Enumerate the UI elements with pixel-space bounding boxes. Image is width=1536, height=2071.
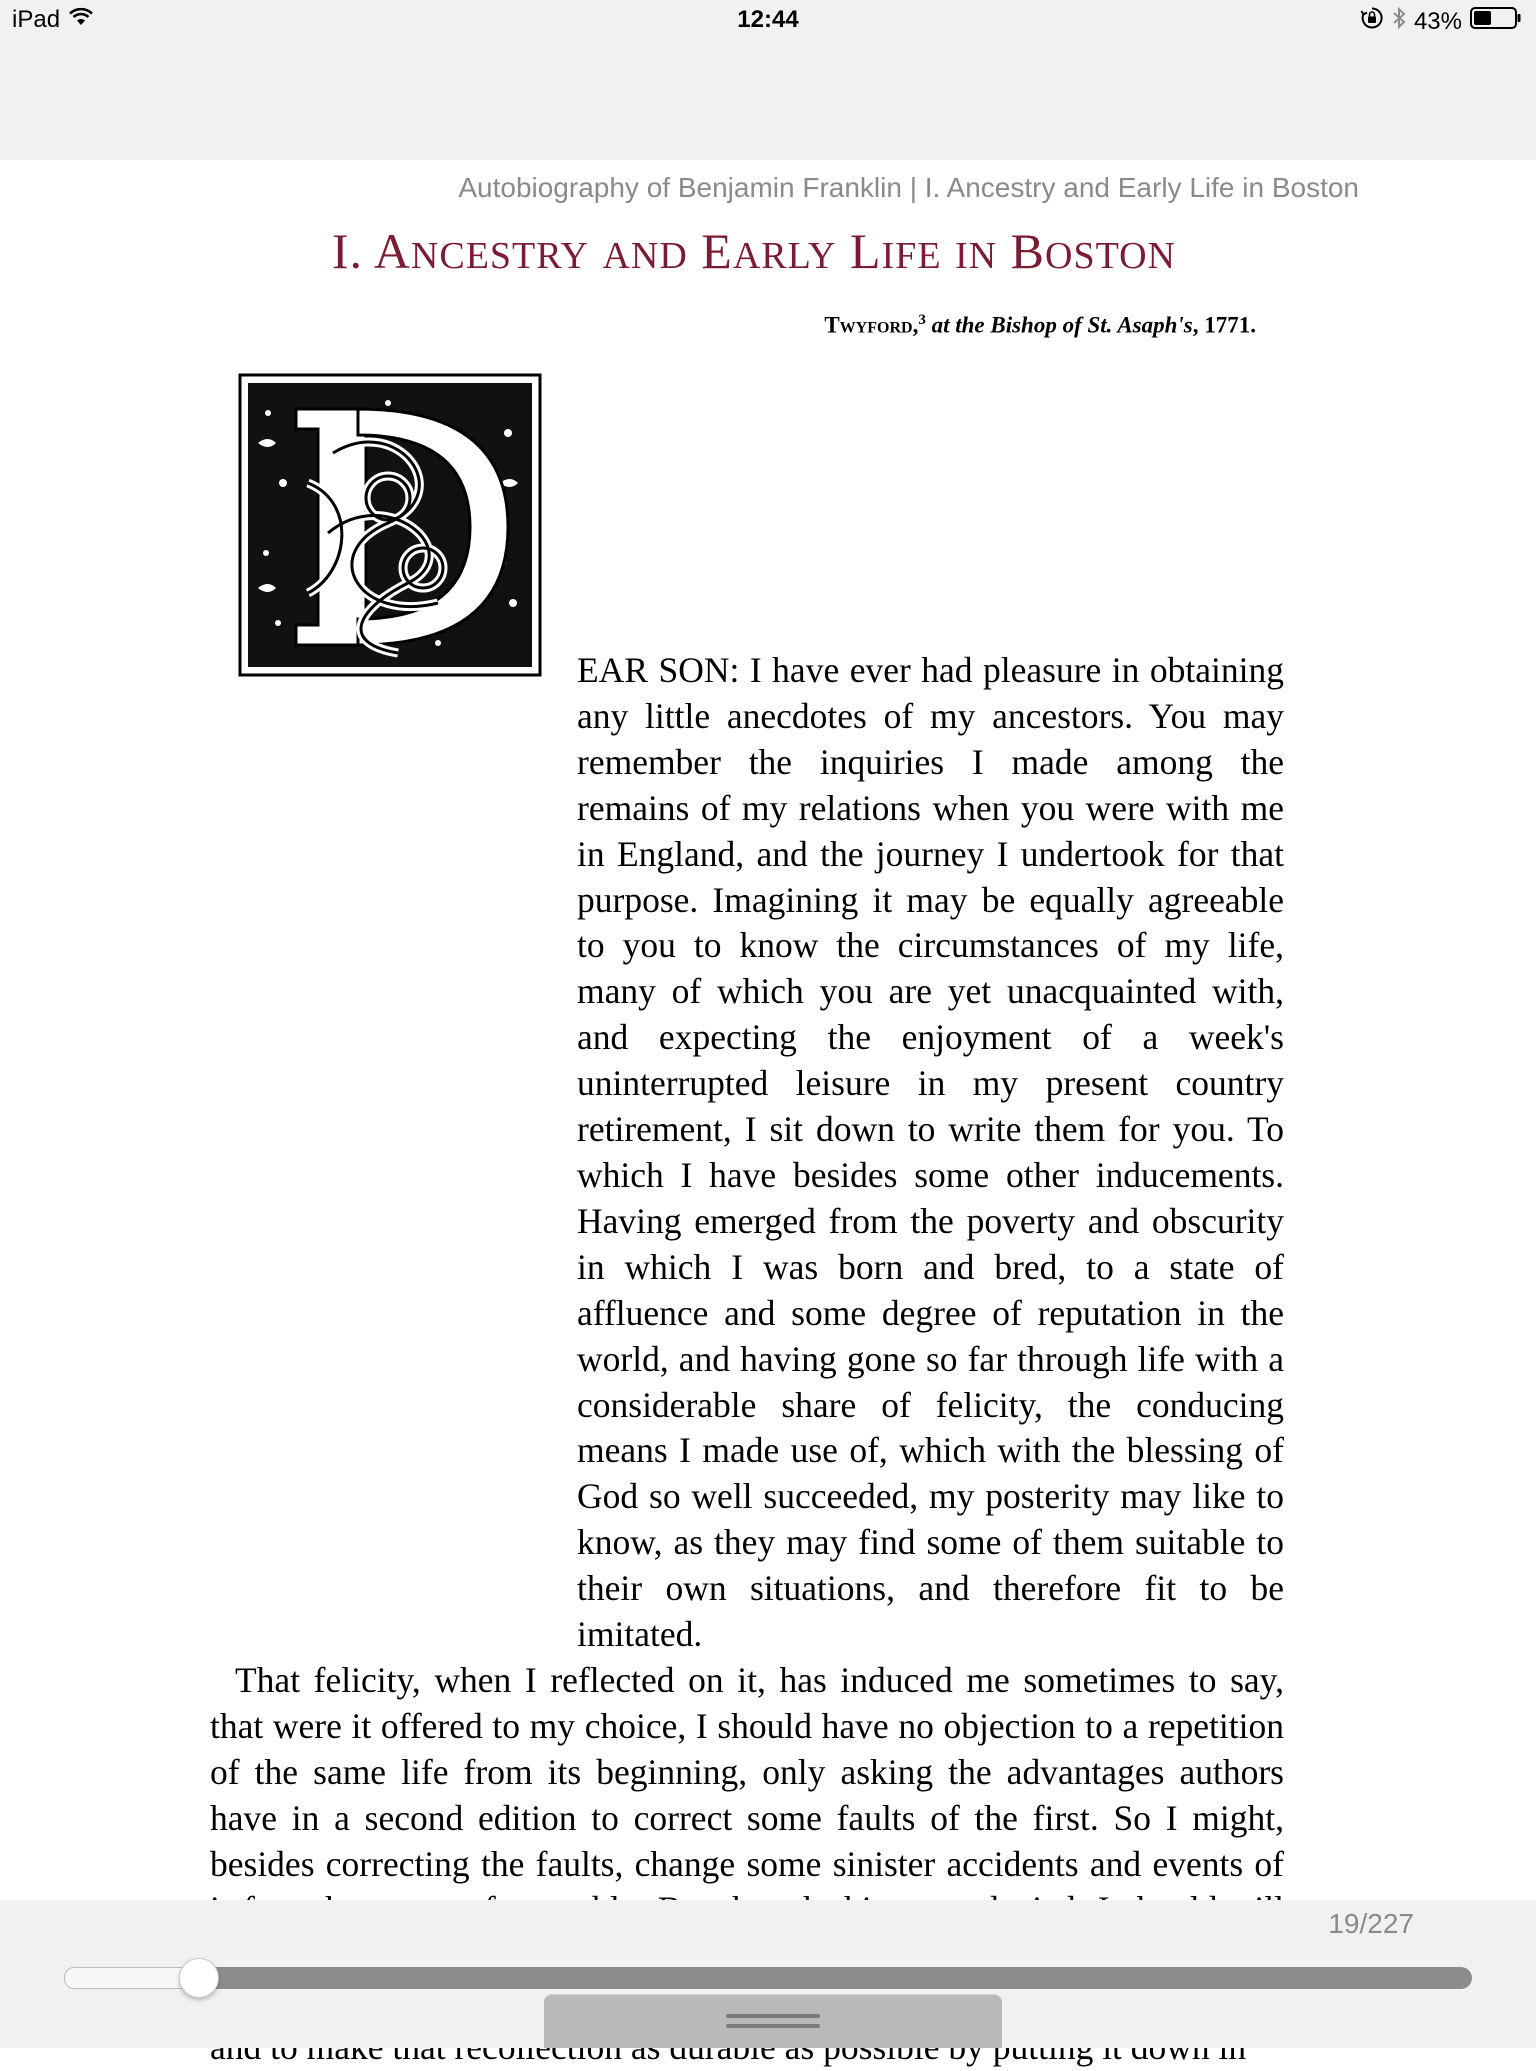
grip-icon [726, 2014, 820, 2028]
page-indicator: 19/227 [1328, 1908, 1414, 1939]
paragraph: That felicity, when I reflected on it, has induced me sometimes to say, that were it offered to my choice, I should have no objection to a repetition of the same life from its beginning, only asking the advantages authors have in a second edition to correct some faults of the first. So I might, besides correcting the faults, change some sinister accidents and events of [210, 1659, 1284, 1884]
chapter-numeral: I. [331, 223, 364, 279]
dateline [0, 312, 1256, 339]
title-word: IN [955, 235, 998, 277]
clock: 12:44 [737, 6, 799, 33]
title-word: EARLY [701, 223, 837, 279]
chapter-title [0, 222, 1176, 280]
status-bar [0, 0, 1536, 42]
title-word: LIFE [849, 223, 942, 279]
battery-icon [1470, 6, 1522, 37]
bluetooth-icon [1392, 6, 1406, 37]
title-word: ANCESTRY [373, 223, 589, 279]
paragraph: EAR SON: I have ever had pleasure in obtaining any little anecdotes of my ancestors. You may remember the inquiries I made among the remains of my relations when you were with me in England, and the journey I undertook for that purpose. Imagining it may be equally agreeable to you to know the circumstances of my life, many of which you are yet unacquainted with, and expecting the enjoyment of a week's uninterrupted leisure in my present country retirement, I sit down to write them for you. To which I have besides some other inducements. Having emerged from the poverty and obscurity in which I was born and bred, to a state of affluence and some degree of reputation in the world, and having gone so far through life with a considerable share of felicity, the conducing means I made use of, which with the blessing of God so well succeeded, my posterity may like to know, as they may find some of them suitable to their own situations, and therefore fit to be imitated. [577, 650, 1284, 1655]
drawer-handle[interactable] [544, 1994, 1002, 2048]
title-word: BOSTON [1010, 223, 1176, 279]
footnote-marker[interactable]: 3 [918, 312, 926, 328]
title-word: AND [602, 235, 688, 277]
running-header: Autobiography of Benjamin Franklin | I. Ancestry and Early Life in Boston [458, 172, 1359, 203]
dateline-place: Twyford, [824, 312, 919, 338]
book-page-text[interactable] [210, 648, 1284, 2071]
progress-slider-track[interactable] [198, 1967, 1472, 1989]
dateline-year: , 1771. [1192, 312, 1256, 338]
reader-toolbar-area[interactable] [0, 42, 1536, 160]
battery-percent: 43% [1413, 7, 1462, 35]
drop-cap-ornament [238, 373, 546, 681]
orientation-lock-icon [1360, 6, 1384, 37]
dateline-location: at the Bishop of St. Asaph's [931, 312, 1193, 338]
progress-slider-thumb[interactable] [179, 1958, 219, 1998]
device-name: iPad [12, 6, 61, 33]
